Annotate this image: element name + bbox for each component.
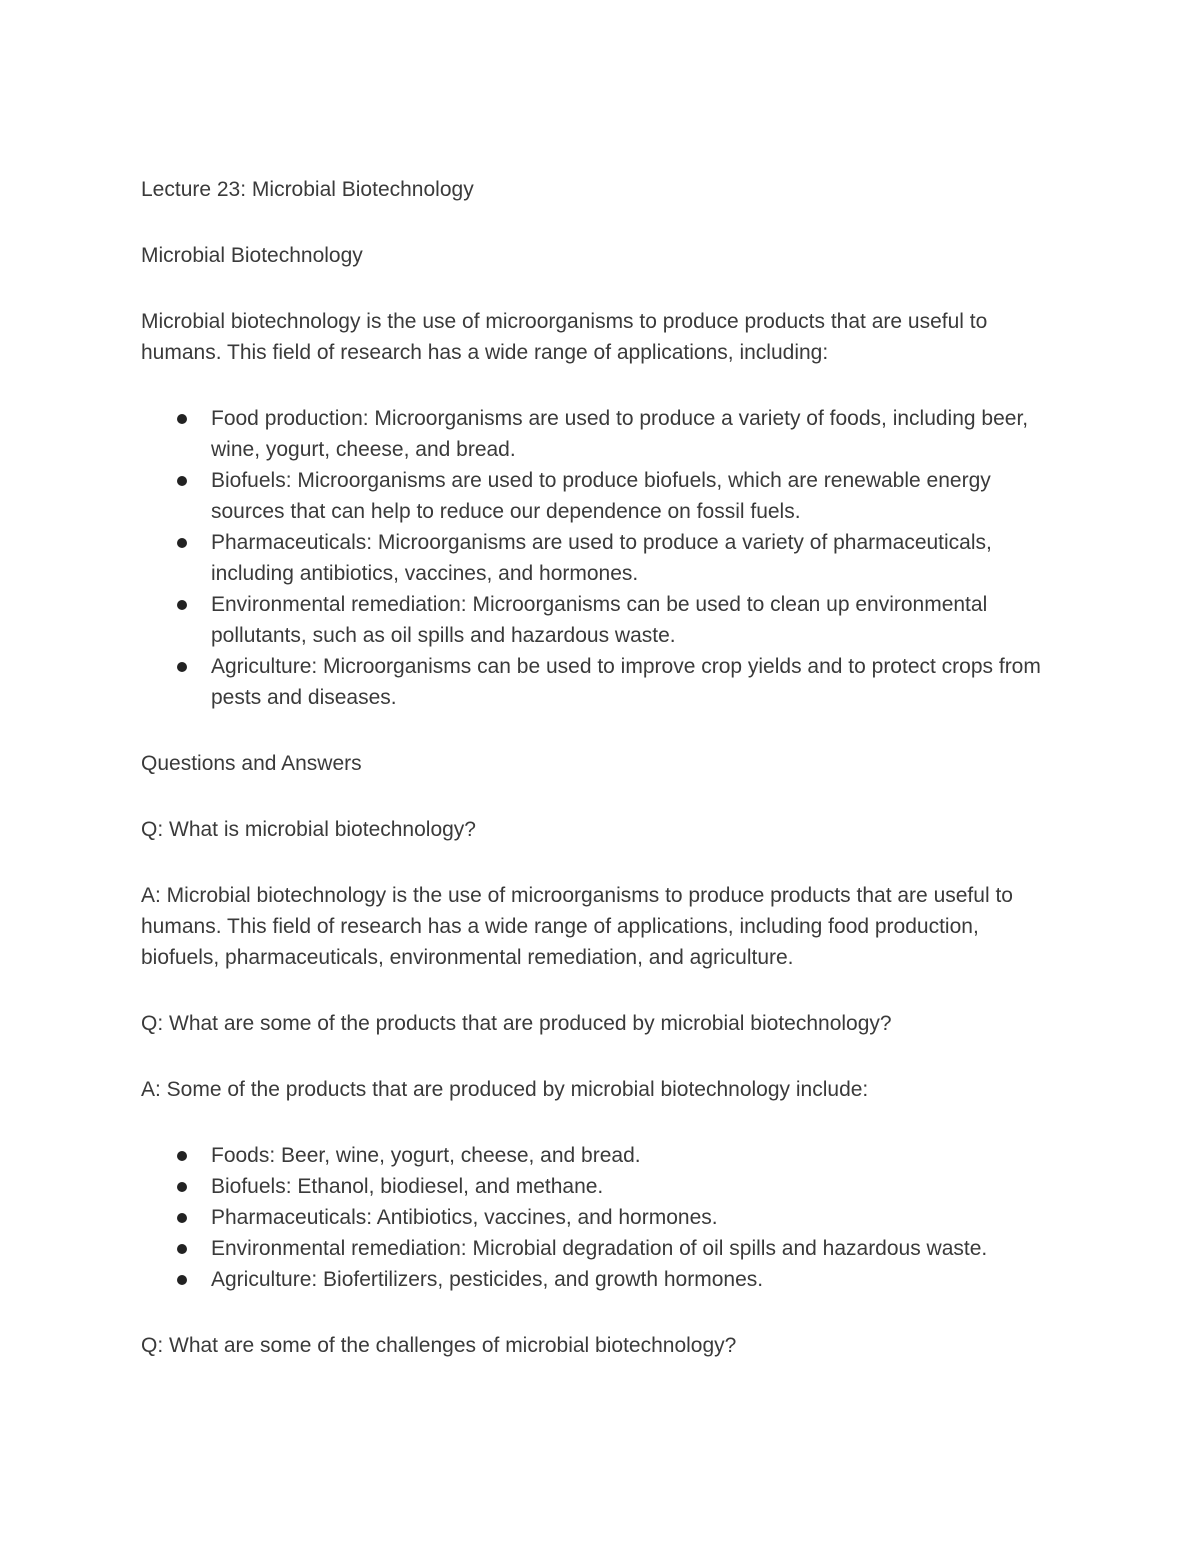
- answer-2: A: Some of the products that are produced by microbial biotechnology include:: [141, 1078, 869, 1101]
- list-item-text: Agriculture: Biofertilizers, pesticides, and growth hormones.: [211, 1268, 764, 1291]
- bullet-icon: [177, 1182, 187, 1192]
- list-item-text: Environmental remediation: Microbial degradation of oil spills and hazardous waste.: [211, 1237, 988, 1260]
- question-1: Q: What is microbial biotechnology?: [141, 818, 476, 841]
- products-list: [141, 1140, 1061, 1295]
- list-item: [211, 651, 1061, 713]
- bullet-icon: [177, 538, 187, 548]
- bullet-icon: [177, 1244, 187, 1254]
- list-item: [211, 527, 1061, 589]
- list-item: [211, 1140, 1061, 1171]
- bullet-icon: [177, 476, 187, 486]
- list-item: [211, 1202, 1061, 1233]
- bullet-icon: [177, 414, 187, 424]
- list-item-text: Biofuels: Ethanol, biodiesel, and methane.: [211, 1175, 604, 1198]
- question-2: Q: What are some of the products that are produced by microbial biotechnology?: [141, 1012, 892, 1035]
- list-item: [211, 1171, 1061, 1202]
- list-item-text: Environmental remediation: Microorganisms can be used to clean up environmental pollutants, such as oil spills and hazardous waste.: [211, 593, 988, 647]
- list-item-text: Agriculture: Microorganisms can be used to improve crop yields and to protect crops from pests and diseases.: [211, 655, 1041, 709]
- list-item-text: Pharmaceuticals: Antibiotics, vaccines, and hormones.: [211, 1206, 718, 1229]
- bullet-icon: [177, 662, 187, 672]
- document-title: Lecture 23: Microbial Biotechnology: [141, 178, 474, 201]
- answer-1: A: Microbial biotechnology is the use of microorganisms to produce products that are useful to humans. This field of research has a wide range of applications, including food production, biofuels, pharmaceuticals, environmental remediation, and agriculture.: [141, 884, 1013, 969]
- section-heading: Microbial Biotechnology: [141, 244, 363, 267]
- question-3: Q: What are some of the challenges of microbial biotechnology?: [141, 1334, 737, 1357]
- qa-heading: Questions and Answers: [141, 752, 362, 775]
- list-item-text: Pharmaceuticals: Microorganisms are used to produce a variety of pharmaceuticals, including antibiotics, vaccines, and hormones.: [211, 531, 992, 585]
- bullet-icon: [177, 1275, 187, 1285]
- bullet-icon: [177, 600, 187, 610]
- intro-paragraph: Microbial biotechnology is the use of microorganisms to produce products that are useful to humans. This field of research has a wide range of applications, including:: [141, 310, 988, 364]
- list-item-text: Biofuels: Microorganisms are used to produce biofuels, which are renewable energy sources that can help to reduce our dependence on fossil fuels.: [211, 469, 991, 523]
- list-item: [211, 1233, 1061, 1264]
- bullet-icon: [177, 1151, 187, 1161]
- list-item: [211, 589, 1061, 651]
- list-item-text: Food production: Microorganisms are used to produce a variety of foods, including beer, wine, yogurt, cheese, and bread.: [211, 407, 1029, 461]
- list-item: [211, 403, 1061, 465]
- list-item-text: Foods: Beer, wine, yogurt, cheese, and bread.: [211, 1144, 641, 1167]
- applications-list: [141, 403, 1061, 713]
- list-item: [211, 1264, 1061, 1295]
- bullet-icon: [177, 1213, 187, 1223]
- list-item: [211, 465, 1061, 527]
- document-body: [141, 174, 1061, 1396]
